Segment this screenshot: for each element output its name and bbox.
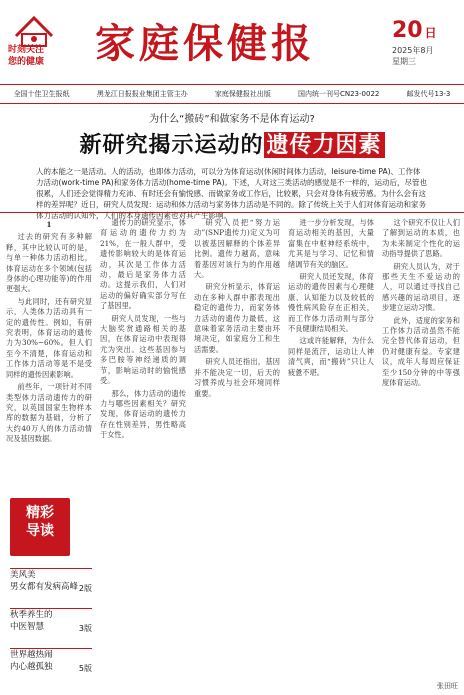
guide-item-subtitle: 内心越孤独 bbox=[10, 662, 53, 672]
slogan bbox=[8, 44, 44, 68]
guide-item-page: 5版 bbox=[78, 664, 92, 673]
article-column-4 bbox=[288, 218, 374, 687]
article-column-2 bbox=[100, 218, 186, 687]
meta-sponsor: 黑龙江日报报业集团主管主办 bbox=[96, 90, 188, 98]
paragraph: 与此同时，还有研究显示，人类体力活动具有一定的遗传性。例如，有研究表明，体育运动的遗传力为30%~60%。但人们至今不清楚，体育运动和工作体力活动等是不是受同样的遗传因素影响。 bbox=[6, 296, 92, 379]
issue-date: 2025年8月 bbox=[392, 46, 434, 55]
article-column-5 bbox=[382, 218, 460, 675]
guide-link-item[interactable] bbox=[10, 648, 92, 673]
meta-postal-code: 邮发代号13-3 bbox=[406, 90, 451, 98]
issue-day-number: 20 bbox=[392, 18, 423, 43]
article-column-3 bbox=[194, 218, 280, 687]
guide-item-title: 美风美 bbox=[10, 570, 36, 580]
meta-cn-number: 国内统一刊号CN23-0022 bbox=[297, 90, 380, 98]
guide-badge-line-2: 导读 bbox=[26, 523, 54, 539]
paragraph: 进一步分析发现，与体育运动相关的基因，大量富集在中枢神经系统中，尤其是与学习、记忆和情绪调节有关的脑区。 bbox=[288, 218, 374, 269]
article-kicker: 为什么“搬砖”和做家务不是体育运动? bbox=[149, 114, 315, 125]
publication-meta-bar bbox=[0, 84, 464, 104]
headline-main: 新研究揭示运动的 bbox=[79, 132, 264, 158]
paragraph: 那么，体力活动的遗传力与哪些因素相关？研究发现，体育运动的遗传力存在性别差异，男性略高于女性。 bbox=[100, 388, 186, 440]
paragraph: 研究人员认为，对于那些天生不爱运动的人，可以通过寻找自己感兴趣的运动项目，逐步建立运动习惯。 bbox=[382, 261, 460, 313]
guide-item-page: 2版 bbox=[78, 584, 92, 593]
highlights-guide bbox=[6, 498, 92, 688]
paragraph: 研究分析显示，体育运动在多种人群中都表现出稳定的遗传力，而家务体力活动的遗传力最低，这意味着家务活动主要由环境决定，如家庭分工和生活需要。 bbox=[194, 282, 280, 354]
slogan-line-1: 时刻关注 bbox=[8, 45, 45, 55]
paragraph: 过去的研究有多种解释，其中比较认可的是，与单一种体力活动相比，体育运动在多个领域(包括身体的心理功能等)的作用更强大。 bbox=[6, 232, 92, 294]
paragraph: 研究人员把“努力运动”(SNP遗传力)定义为可以被基因解释的个体差异比例。遗传力越高，意味着基因对该行为的作用越大。 bbox=[194, 218, 280, 280]
guide-badge-line-1: 精彩 bbox=[26, 505, 54, 521]
meta-award: 全国十佳卫生报纸 bbox=[13, 90, 70, 98]
meta-publisher: 家庭保健报社出版 bbox=[214, 90, 271, 98]
paragraph: 这个研究不仅让人们了解到运动的本质，也为未来制定个性化的运动指导提供了思路。 bbox=[382, 218, 460, 259]
paragraph: 研究人员发现，一些与大脑奖赏通路相关的基因，在体育运动中表现得尤为突出。这些基因参与多巴胺等神经递质的调节，影响运动时的愉悦感受。 bbox=[100, 313, 186, 386]
article-headline bbox=[0, 128, 464, 159]
headline-highlight: 遗传力因素 bbox=[264, 132, 385, 158]
paragraph: 这或许能解释，为什么同样是流汗，运动让人神清气爽，而“搬砖”只让人疲惫不堪。 bbox=[288, 336, 374, 377]
guide-link-item[interactable] bbox=[10, 608, 92, 633]
newspaper-title: 家庭保健报 bbox=[95, 20, 315, 67]
issue-day-suffix: 日 bbox=[424, 26, 437, 40]
guide-item-subtitle: 中医智慧 bbox=[10, 622, 45, 632]
paragraph: 研究人员还指出，基因并不能决定一切，后天的习惯养成与社会环境同样重要。 bbox=[194, 357, 280, 398]
masthead bbox=[0, 0, 464, 90]
guide-item-title: 秋季养生的 bbox=[10, 610, 53, 620]
paragraph: 此外，适度的家务和工作体力活动虽然不能完全替代体育运动，但仍对健康有益。专家建议，成年人每周应保证至少150分钟的中等强度体育运动。 bbox=[382, 315, 460, 388]
paragraph: 遗传力的研究显示，体育运动的遗传力约为21%，在一般人群中，受遗传影响较大的是体育运动，其次是工作体力活动，最后是家务体力活动。这提示我们，人们对运动的偏好确实部分写在了基因里。 bbox=[100, 218, 186, 311]
issue-day bbox=[392, 18, 452, 43]
guide-item-subtitle: 男女都有发病高峰 bbox=[10, 582, 79, 592]
divider bbox=[0, 212, 464, 213]
article-column-1 bbox=[6, 218, 92, 495]
paragraph: 研究人员还发现，体育运动的遗传因素与心理健康、认知能力以及较低的慢性病风险存在正相关，而工作体力活动则与部分不良健康结局相关。 bbox=[288, 272, 374, 334]
issue-weekday: 星期三 bbox=[392, 57, 416, 66]
section-number: 1 bbox=[46, 220, 52, 229]
guide-item-page: 3版 bbox=[78, 624, 92, 633]
paragraph: 前些年，一项针对不同类型体力活动遗传力的研究，以英国国家生物样本库的数据为基础，分析了大约40万人的体力活动情况及基因数据。 bbox=[6, 382, 92, 444]
guide-item-title: 世界越热闹 bbox=[10, 650, 53, 660]
author-byline: 张田旺 bbox=[437, 682, 458, 690]
guide-badge bbox=[10, 498, 70, 556]
article-lead: 人的本能之一是活动。人的活动，也即体力活动，可以分为体育运动(休闲时间体力活动，leisure-time PA)、工作体力活动(work-time PA)和家务体力活动(home-time PA)。下述，人对这三类活动的感觉是不一样的，运动后，尽管也很累，人们还会觉得精力充沛、有时还会有愉悦感、而做家务或工作后，比较累，只会对身体有疲劳感。为什么会有这样的差异呢？近日，研究人员发现：运动和体力活动与家务体力活动是不同的。除了传统上关于人们对体育运动和家务体力活动的认知外，人们的本身遗传因素也对其产生影响。 bbox=[36, 167, 428, 220]
guide-link-item[interactable] bbox=[10, 568, 92, 593]
date-block bbox=[392, 18, 452, 67]
slogan-line-2: 您的健康 bbox=[8, 57, 45, 67]
